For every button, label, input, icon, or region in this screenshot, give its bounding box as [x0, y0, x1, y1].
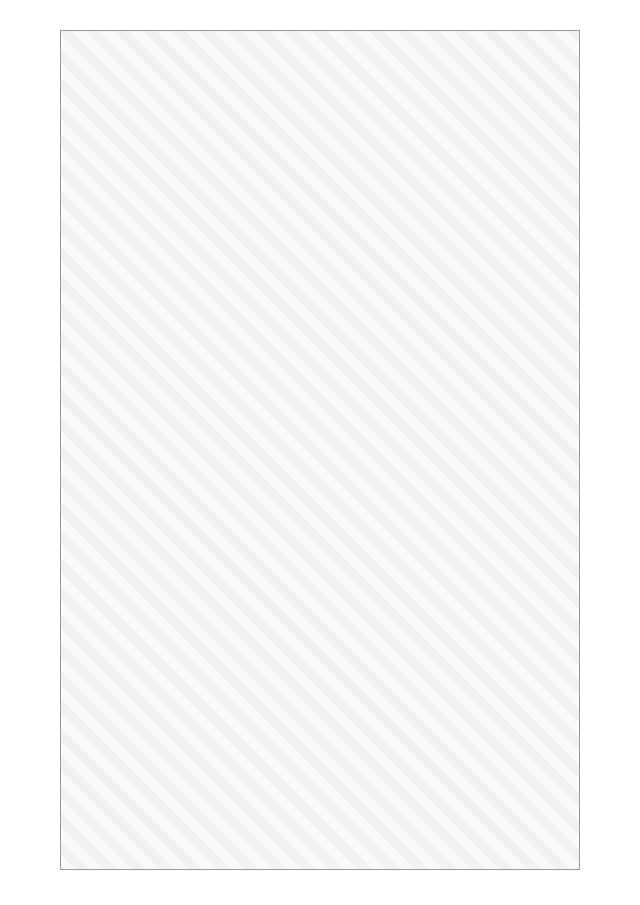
unreadable-content-block [60, 30, 580, 870]
